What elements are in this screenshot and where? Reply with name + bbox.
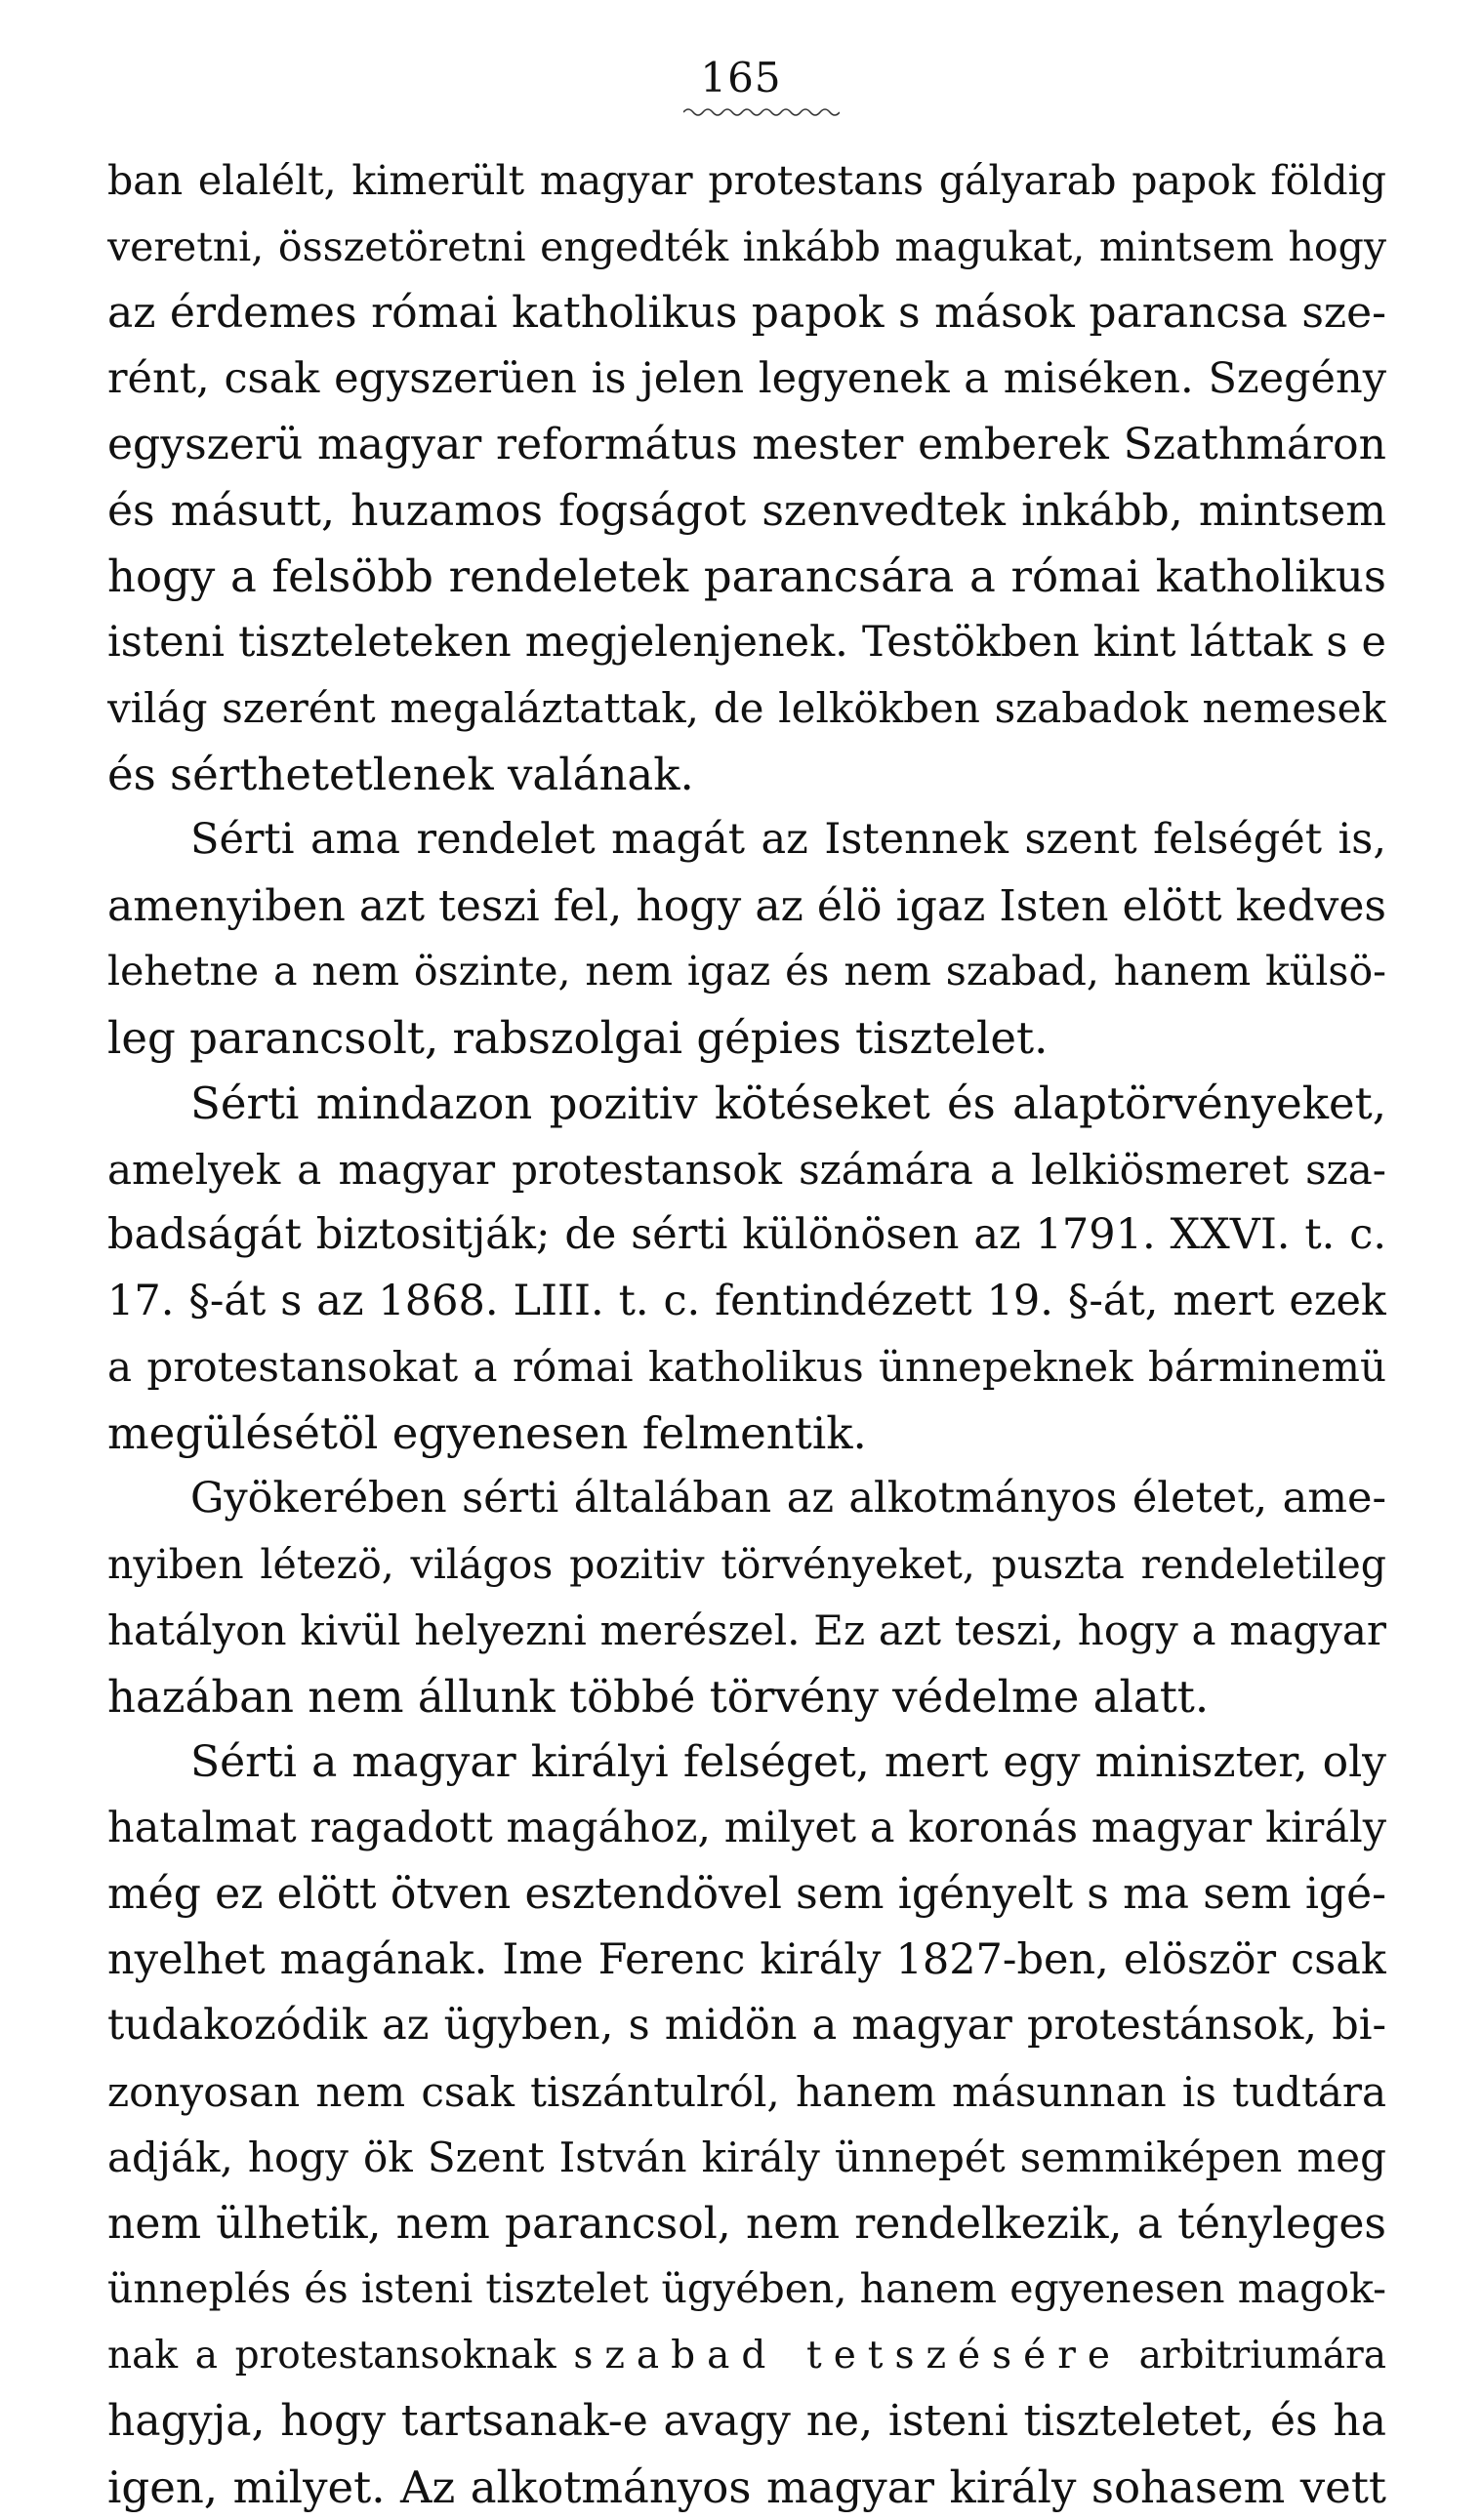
text-line: ünneplés és isteni tisztelet ügyében, hanem egyenesen magok- (107, 2256, 1386, 2323)
text-line: Sérti mindazon pozitiv kötéseket és alaptörvényeket, (107, 1071, 1386, 1137)
text-line: Sérti ama rendelet magát az Istennek szent felségét is, (107, 807, 1386, 874)
line-text-after: arbitriumára (1122, 2334, 1386, 2378)
page-header (0, 54, 1482, 102)
paragraph-2 (107, 807, 1386, 1071)
text-line: és sérthetetlenek valának. (107, 742, 1386, 808)
text-line: a protestansokat a római katholikus ünnepeknek bárminemü (107, 1334, 1386, 1401)
text-line: hogy a felsöbb rendeletek parancsára a római katholikus (107, 544, 1386, 610)
text-line: zonyosan nem csak tiszántulról, hanem másunnan is tudtára (107, 2059, 1386, 2126)
text-line: nem ülhetik, nem parancsol, nem rendelkezik, a tényleges (107, 2191, 1386, 2257)
text-line: tudakozódik az ügyben, s midön a magyar protestánsok, bi- (107, 1993, 1386, 2059)
text-line-with-emphasis (107, 2323, 1386, 2389)
text-line: hazában nem állunk többé törvény védelme alatt. (107, 1664, 1386, 1730)
paragraph-3 (107, 1071, 1386, 1466)
text-line: még ez elött ötven esztendövel sem igényelt s ma sem igé- (107, 1861, 1386, 1928)
text-line: megülésétöl egyenesen felmentik. (107, 1401, 1386, 1467)
text-line: adják, hogy ök Szent István király ünnepét semmiképen meg (107, 2125, 1386, 2191)
text-line: 17. §-át s az 1868. LIII. t. c. fentindézett 19. §-át, mert ezek (107, 1269, 1386, 1335)
text-line: világ szerént megaláztattak, de lelkökben szabadok nemesek (107, 675, 1386, 742)
text-line: rént, csak egyszerüen is jelen legyenek a miséken. Szegény (107, 346, 1386, 413)
text-line: amelyek a magyar protestansok számára a lelkiösmeret sza- (107, 1137, 1386, 1203)
text-line: hatalmat ragadott magához, milyet a koronás magyar király (107, 1796, 1386, 1862)
page-number: 165 (700, 54, 781, 102)
paragraph-5 (107, 1729, 1386, 2520)
text-line: hatályon kivül helyezni merészel. Ez azt teszi, hogy a magyar (107, 1598, 1386, 1664)
spaced-emphasis-text: szabad tetszésére (573, 2334, 1122, 2378)
text-line: és másutt, huzamos fogságot szenvedtek inkább, mintsem (107, 478, 1386, 545)
text-line: Gyökerében sérti általában az alkotmányos életet, ame- (107, 1466, 1386, 1532)
body-text (107, 148, 1386, 2520)
text-line: egyszerü magyar református mester emberek Szathmáron (107, 412, 1386, 478)
paragraph-4 (107, 1466, 1386, 1729)
text-line: leg parancsolt, rabszolgai gépies tisztelet. (107, 1005, 1386, 1072)
text-line: lehetne a nem öszinte, nem igaz és nem szabad, hanem külsö- (107, 939, 1386, 1005)
text-line: nyelhet magának. Ime Ferenc király 1827-ben, elöször csak (107, 1928, 1386, 1994)
text-line: veretni, összetöretni engedték inkább magukat, mintsem hogy (107, 215, 1386, 281)
text-line: ban elalélt, kimerült magyar protestans gályarab papok földig (107, 148, 1386, 215)
text-line: nyiben létezö, világos pozitiv törvényeket, puszta rendeletileg (107, 1532, 1386, 1599)
line-text-before: nak a protestansoknak (107, 2334, 573, 2378)
decorative-squiggle-rule (683, 105, 840, 119)
text-line: igen, milyet. Az alkotmányos magyar király sohasem vett (107, 2455, 1386, 2520)
text-line: badságát biztositják; de sérti különösen az 1791. XXVI. t. c. (107, 1202, 1386, 1269)
text-line: az érdemes római katholikus papok s mások parancsa sze- (107, 280, 1386, 346)
text-line: amenyiben azt teszi fel, hogy az élö igaz Isten elött kedves (107, 874, 1386, 940)
paragraph-1 (107, 148, 1386, 807)
text-line: isteni tiszteleteken megjelenjenek. Testökben kint láttak s e (107, 610, 1386, 676)
text-line: Sérti a magyar királyi felséget, mert egy miniszter, oly (107, 1729, 1386, 1796)
text-line: hagyja, hogy tartsanak-e avagy ne, isteni tiszteletet, és ha (107, 2388, 1386, 2455)
